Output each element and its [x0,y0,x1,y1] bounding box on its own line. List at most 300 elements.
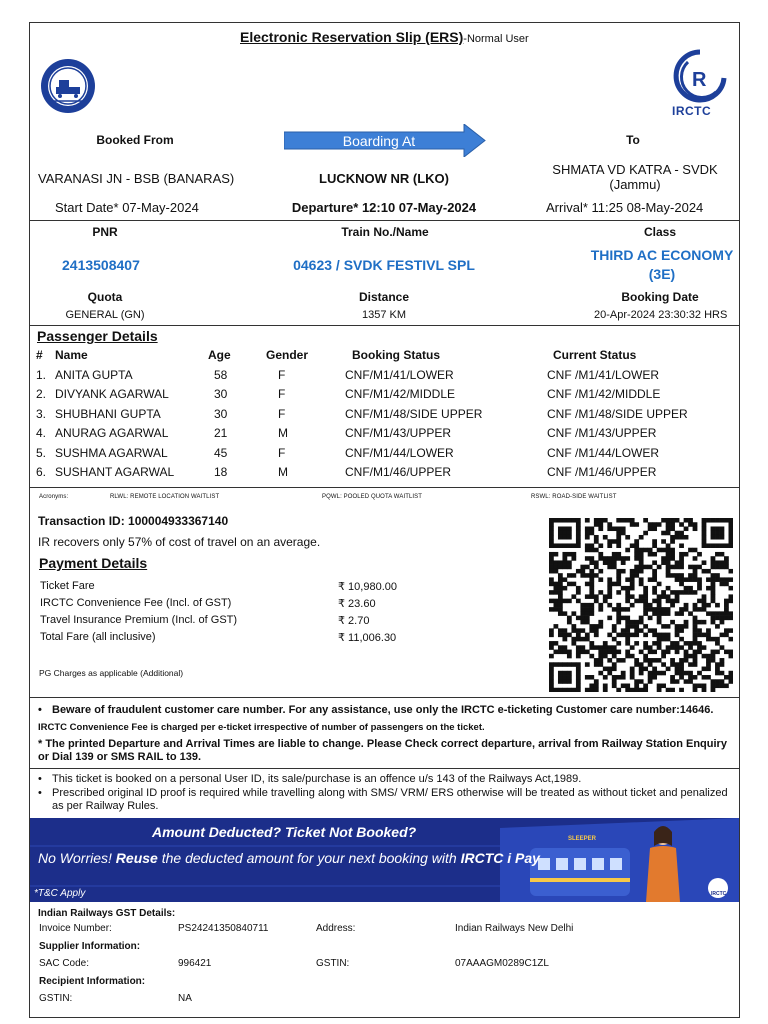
qr-module [666,633,671,638]
qr-module [675,641,680,646]
qr-module [558,679,563,684]
qr-module [657,616,662,621]
qr-module [571,641,576,646]
qr-module [675,611,680,616]
qr-module [625,599,630,604]
cell-booking-status: CNF/M1/44/LOWER [345,445,454,460]
qr-module [594,684,599,689]
qr-module [576,539,581,544]
qr-module [711,679,716,684]
cell-booking-status: CNF/M1/41/LOWER [345,367,454,382]
qr-module [661,607,666,612]
qr-module [729,543,733,548]
qr-module [616,518,621,523]
qr-module [652,628,657,633]
qr-module [706,577,711,582]
qr-module [720,620,725,625]
qr-module [567,688,572,692]
cell-current-status: CNF /M1/42/MIDDLE [547,387,661,401]
qr-module [684,518,689,523]
qr-module [684,654,689,659]
qr-module [729,586,733,591]
qr-module [657,611,662,616]
qr-module [679,556,684,561]
qr-module [558,603,563,608]
qr-module [585,620,590,625]
qr-module [711,577,716,582]
banner-no-worries: No Worries! [38,850,112,866]
qr-module [675,650,680,655]
qr-module [553,662,558,667]
qr-module [603,560,608,565]
qr-module [589,543,594,548]
qr-module [702,607,707,612]
qr-module [697,641,702,646]
qr-module [553,650,558,655]
qr-module [567,526,572,531]
qr-module [585,543,590,548]
qr-module [648,662,653,667]
qr-module [576,662,581,667]
qr-module [661,548,666,553]
qr-module [589,573,594,578]
qr-module [648,645,653,650]
qr-module [625,620,630,625]
qr-module [553,560,558,565]
qr-module [706,569,711,574]
table-row [36,368,736,386]
qr-module [675,599,680,604]
qr-module [729,518,733,523]
qr-module [679,607,684,612]
qr-module [706,667,711,672]
qr-module [652,675,657,680]
qr-module [724,560,729,565]
qr-module [679,658,684,663]
qr-module [630,582,635,587]
qr-module [612,607,617,612]
qr-module [715,565,720,570]
from-station: VARANASI JN - BSB (BANARAS) [38,171,235,186]
qr-module [571,518,576,523]
qr-module [598,518,603,523]
passenger-table-header [36,348,736,366]
qr-module [729,522,733,527]
qr-module [549,582,554,587]
qr-module [706,543,711,548]
cell-current-status: CNF /M1/44/LOWER [547,445,660,460]
qr-module [666,607,671,612]
qr-module [553,607,558,612]
qr-module [675,679,680,684]
ipay-promo-banner[interactable] [30,818,739,902]
qr-module [634,658,639,663]
qr-module [715,624,720,629]
qr-module [621,616,626,621]
qr-module [594,645,599,650]
bullet-icon: • [38,704,42,716]
qr-module [648,552,653,557]
qr-module [634,552,639,557]
qr-module [652,671,657,676]
qr-module [580,603,585,608]
qr-module [720,662,725,667]
qr-module [549,565,554,570]
qr-module [549,645,554,650]
qr-module [621,569,626,574]
qr-module [693,641,698,646]
qr-module [634,662,639,667]
qr-module [571,556,576,561]
qr-module [711,526,716,531]
qr-module [639,599,644,604]
qr-module [585,518,590,523]
qr-module [558,633,563,638]
qr-module [571,688,576,692]
qr-module [576,650,581,655]
qr-module [585,594,590,599]
qr-module [688,654,693,659]
qr-module [643,594,648,599]
qr-module [562,535,567,540]
qr-module [724,611,729,616]
cell-booking-status: CNF/M1/42/MIDDLE [345,387,456,401]
qr-module [549,531,554,536]
qr-module [675,633,680,638]
qr-module [706,658,711,663]
qr-module [706,637,711,642]
qr-module [562,552,567,557]
qr-module [607,556,612,561]
bullet-icon: • [38,773,42,785]
qr-module [616,658,621,663]
qr-module [666,569,671,574]
qr-module [711,637,716,642]
qr-module [697,552,702,557]
qr-module [693,548,698,553]
cell-gender: F [278,387,286,401]
qr-module [589,590,594,595]
qr-module [562,611,567,616]
qr-module [562,586,567,591]
qr-module [549,667,554,672]
qr-module [625,594,630,599]
qr-module [603,518,608,523]
qr-module [634,624,639,629]
cell-gender: F [278,445,286,460]
qr-module [549,535,554,540]
class-code: (3E) [648,266,676,282]
qr-module [558,582,563,587]
qr-module [625,641,630,646]
qr-module [576,522,581,527]
qr-module [634,641,639,646]
qr-module [567,552,572,557]
qr-module [675,565,680,570]
qr-module [670,590,675,595]
cell-index: 6. [36,465,47,479]
qr-module [589,594,594,599]
qr-module [693,577,698,582]
qr-module [706,611,711,616]
qr-module [612,556,617,561]
irctc-emblem-icon [668,48,732,106]
indian-railways-logo [38,57,98,115]
qr-module [706,603,711,608]
qr-module [684,671,689,676]
qr-module [639,535,644,540]
qr-module [702,620,707,625]
qr-module [558,543,563,548]
qr-module [625,650,630,655]
qr-module [612,560,617,565]
qr-module [607,603,612,608]
qr-module [562,565,567,570]
qr-module [670,565,675,570]
qr-module [697,650,702,655]
qr-module [670,548,675,553]
qr-module [589,526,594,531]
qr-module [648,675,653,680]
qr-module [693,662,698,667]
qr-module [585,675,590,680]
qr-module [603,535,608,540]
qr-module [720,531,725,536]
qr-module [567,535,572,540]
table-row [36,387,736,405]
qr-module [616,616,621,621]
acronym-pqwl: PQWL: POOLED QUOTA WAITLIST [322,494,423,500]
qr-module [630,633,635,638]
qr-module [697,582,702,587]
qr-module [697,671,702,676]
fare-value-insurance: ₹ 2.70 [338,615,370,627]
qr-module [661,531,666,536]
cell-current-status: CNF /M1/46/UPPER [547,465,657,479]
cell-name: ANURAG AGARWAL [55,426,169,440]
invoice-value: PS24241350840711 [178,923,269,934]
qr-module [634,628,639,633]
qr-module [625,548,630,553]
qr-module [558,573,563,578]
qr-module [621,684,626,689]
qr-module [634,684,639,689]
cell-gender: M [278,465,288,479]
qr-module [580,650,585,655]
qr-module [652,569,657,574]
qr-module [702,522,707,527]
qr-module [567,565,572,570]
qr-module [693,675,698,680]
qr-module [693,590,698,595]
qr-module [729,679,733,684]
qr-module [666,645,671,650]
col-header-gender: Gender [266,348,309,362]
qr-module [594,535,599,540]
qr-module [598,603,603,608]
qr-module [697,599,702,604]
qr-module [715,603,720,608]
qr-module [621,658,626,663]
notice-id-proof-text: Prescribed original ID proof is required while travelling along with SMS/ VRM/ ERS otherwise will be treated as without ticket and penalized as per Railway Rules. [52,787,728,812]
qr-module [558,526,563,531]
qr-module [612,526,617,531]
qr-module [666,599,671,604]
qr-module [724,628,729,633]
qr-module [589,569,594,574]
qr-module [580,569,585,574]
qr-module [616,675,621,680]
qr-module [562,662,567,667]
qr-module [688,679,693,684]
qr-module [558,586,563,591]
col-header-age: Age [208,348,231,362]
qr-module [724,518,729,523]
qr-module [621,526,626,531]
cell-age: 30 [214,387,228,401]
qr-module [630,620,635,625]
qr-module [702,543,707,548]
qr-module [607,667,612,672]
qr-module [612,552,617,557]
qr-module [715,552,720,557]
qr-module [675,577,680,582]
qr-module [607,650,612,655]
qr-module [630,624,635,629]
qr-module [693,620,698,625]
qr-module [652,560,657,565]
qr-module [621,560,626,565]
qr-module [679,560,684,565]
qr-module [657,637,662,642]
qr-module [607,582,612,587]
qr-module [585,616,590,621]
qr-module [643,607,648,612]
qr-module [598,577,603,582]
qr-module [675,671,680,676]
qr-module [670,573,675,578]
qr-module [679,531,684,536]
qr-module [666,556,671,561]
qr-module [670,535,675,540]
qr-module [729,569,733,574]
qr-module [643,599,648,604]
qr-module [670,662,675,667]
class-value [580,246,744,284]
qr-module [607,671,612,676]
qr-module [616,543,621,548]
gst-title: Indian Railways GST Details: [38,908,176,919]
qr-module [639,667,644,672]
qr-module [549,662,554,667]
qr-module [657,658,662,663]
qr-module [724,582,729,587]
qr-module [567,616,572,621]
qr-module [571,552,576,557]
qr-module [585,607,590,612]
qr-module [625,637,630,642]
qr-module [697,633,702,638]
qr-module [571,573,576,578]
qr-module [643,518,648,523]
qr-module [549,679,554,684]
qr-module [720,526,725,531]
qr-module [648,565,653,570]
qr-module [679,675,684,680]
qr-module [670,658,675,663]
qr-module [729,599,733,604]
class-label: Class [643,225,677,239]
qr-module [603,594,608,599]
indian-railways-emblem-icon [38,57,98,115]
qr-module [580,645,585,650]
fare-label-ticket: Ticket Fare [40,580,95,592]
qr-module [720,658,725,663]
qr-module [657,620,662,625]
qr-module [598,662,603,667]
qr-module [715,667,720,672]
qr-module [612,667,617,672]
qr-module [693,624,698,629]
cell-age: 45 [214,445,228,460]
qr-module [585,603,590,608]
distance-value: 1357 KM [361,309,407,321]
qr-module [558,535,563,540]
qr-module [612,565,617,570]
qr-module [666,543,671,548]
qr-module [576,526,581,531]
qr-module [553,641,558,646]
qr-module [702,684,707,689]
train-label: Train No./Name [341,225,429,239]
qr-module [693,688,698,692]
qr-module [576,679,581,684]
departure-time: Departure* 12:10 07-May-2024 [291,200,477,215]
qr-module [711,599,716,604]
booked-from-label: Booked From [96,133,174,147]
qr-module [652,586,657,591]
qr-module [616,569,621,574]
qr-module [616,611,621,616]
qr-module [571,624,576,629]
qr-module [630,577,635,582]
qr-module [693,573,698,578]
address-label: Address: [316,923,356,934]
fare-value-convenience: ₹ 23.60 [338,598,376,610]
divider [30,220,739,221]
qr-module [594,573,599,578]
qr-module [562,526,567,531]
qr-module [670,522,675,527]
qr-module [549,560,554,565]
qr-module [607,586,612,591]
qr-module [594,688,599,692]
qr-module [729,539,733,544]
qr-module [724,616,729,621]
qr-module [643,603,648,608]
qr-module [585,548,590,553]
qr-module [607,645,612,650]
qr-module [603,650,608,655]
qr-module [567,675,572,680]
cell-age: 58 [214,367,228,382]
acronym-rlwl: RLWL: REMOTE LOCATION WAITLIST [110,494,220,500]
qr-module [585,611,590,616]
qr-module [679,662,684,667]
qr-module [607,522,612,527]
qr-module [729,628,733,633]
qr-module [549,688,554,692]
